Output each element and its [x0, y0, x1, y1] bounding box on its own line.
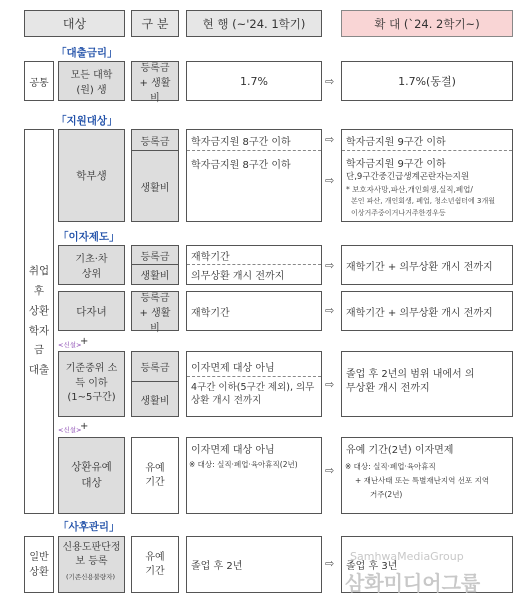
undergrad-expanded-detail3: 이상거주중이거나거주한경우등 [351, 209, 446, 217]
undergrad-target-label: 학부생 [76, 170, 107, 182]
undergrad-tuition [131, 129, 179, 151]
basic-living-label: 생활비 [140, 271, 170, 282]
middle-income-current-tuition: 이자면제 대상 아님 [191, 363, 275, 374]
arrow-icon: ⇨ [325, 133, 335, 146]
undergrad-current-tuition: 학자금지원 8구간 이하 [191, 137, 291, 148]
undergrad-expanded-divider [342, 150, 512, 151]
basic-living [131, 264, 179, 285]
middle-income-expanded-value: 졸업 후 2년의 범위 내에서 의무상환 개시 전까지 [346, 369, 475, 394]
multichild-current-value: 재학기간 [191, 308, 230, 319]
undergrad-expanded-tuition: 학자금지원 9구간 이하 [346, 137, 446, 148]
undergrad-living [131, 150, 179, 222]
common-expanded [341, 61, 513, 101]
arrow-icon: ⇨ [325, 304, 335, 317]
undergrad-expanded-detail2: 본인 파산, 개인회생, 폐업, 청소년쉼터에 3개월 [351, 197, 495, 205]
undergrad-living-label: 생활비 [140, 182, 170, 194]
common-expanded-value: 1.7%(동결) [398, 75, 456, 88]
undergrad-expanded-living: 학자금지원 9구간 이하 [346, 159, 446, 170]
deferral-expanded-note2: + 재난사태 또는 특별재난지역 선포 지역 [355, 476, 490, 485]
middle-income-living [131, 381, 179, 417]
multichild-target-label: 다자녀 [76, 305, 107, 318]
middle-income-current-divider [187, 376, 321, 377]
general-group-label: 일반 상환 [29, 551, 49, 578]
header-target [24, 10, 125, 37]
deferral-current-value: 이자면제 대상 아님 [191, 445, 275, 456]
multichild-category-label: 등록금 + 생활비 [139, 292, 171, 334]
middle-income-current-living: 4구간 이하(5구간 제외), 의무상환 개시 전까지 [191, 382, 315, 407]
common-category [131, 61, 179, 104]
general-group [24, 536, 54, 593]
arrow-icon: ⇨ [325, 259, 335, 272]
header-expanded-label: 확 대 (`24. 2학기~) [374, 16, 480, 31]
undergrad-tuition-label: 등록금 [140, 136, 170, 148]
basic-current-divider [187, 264, 321, 265]
general-target-label: 신용도판단정보 등록 [62, 542, 121, 567]
common-target-label: 모든 대학(원) 생 [70, 70, 113, 96]
side-label-repay-loan [24, 129, 54, 514]
new-tag-middle-income: <신설> [58, 341, 82, 349]
deferral-expanded-value: 유예 기간(2년) 이자면제 [346, 445, 454, 456]
basic-target [58, 245, 125, 285]
header-category [131, 10, 179, 37]
common-group-label: 공통 [29, 77, 49, 89]
basic-tuition-label: 등록금 [140, 251, 170, 263]
middle-income-target-label: 기준중위 소득 이하 (1~5구간) [65, 363, 118, 404]
basic-current-tuition: 재학기간 [191, 252, 230, 263]
deferral-expanded-note1: ※ 대상: 실직·폐업·육아휴직 [345, 462, 436, 471]
header-current [186, 10, 322, 37]
general-category-label: 유예 기간 [145, 551, 165, 577]
deferral-expanded-note3: 거주(2년) [370, 490, 403, 499]
basic-current-living: 의무상환 개시 전까지 [191, 271, 285, 282]
middle-income-living-label: 생활비 [140, 395, 170, 407]
header-current-label: 현 행 (~'24. 1학기) [202, 16, 306, 31]
common-current [186, 61, 322, 101]
common-group [24, 61, 54, 101]
header-expanded [341, 10, 513, 37]
side-label-text: 취업 후 상환 학자금 대출 [28, 264, 50, 377]
deferral-category-label: 유예 기간 [145, 462, 165, 488]
undergrad-expanded-note: 단,9구간중긴급생계곤란자는지원 [346, 172, 470, 182]
deferral-category [131, 437, 179, 514]
arrow-icon: ⇨ [325, 378, 335, 391]
plus-sign: + [80, 421, 89, 432]
middle-income-tuition [131, 351, 179, 382]
common-current-value: 1.7% [240, 74, 268, 88]
header-category-label: 구 분 [141, 17, 169, 31]
section-interest-system: 「이자제도」 [58, 231, 120, 243]
multichild-target [58, 291, 125, 331]
undergrad-expanded-detail1: * 보호자사망,파산,개인회생,실직,폐업/ [346, 185, 473, 194]
plus-sign: + [80, 336, 89, 347]
multichild-category [131, 291, 179, 334]
common-category-label: 등록금 + 생활비 [139, 62, 171, 104]
arrow-icon: ⇨ [325, 557, 335, 570]
arrow-icon: ⇨ [325, 174, 335, 187]
header-target-label: 대상 [62, 17, 87, 31]
general-current-value: 졸업 후 2년 [191, 561, 243, 572]
multichild-expanded-value: 재학기간 + 의무상환 개시 전까지 [346, 308, 493, 319]
middle-income-tuition-label: 등록금 [140, 363, 170, 374]
watermark-latin: SamhwaMediaGroup [350, 550, 464, 563]
deferral-target [58, 437, 125, 514]
undergrad-target [58, 129, 125, 222]
common-target [58, 61, 125, 101]
general-target-note: (기존신용불량자) [66, 573, 116, 581]
basic-tuition [131, 245, 179, 265]
arrow-icon: ⇨ [325, 75, 335, 88]
undergrad-current-living: 학자금지원 8구간 이하 [191, 160, 291, 171]
general-category [131, 536, 179, 593]
section-support-target: 「지원대상」 [56, 115, 118, 127]
middle-income-target [58, 351, 125, 417]
watermark-korean: 삼화미디어그룹 [345, 571, 481, 595]
basic-target-label: 기초·차상위 [75, 254, 108, 280]
section-post-management: 「사후관리」 [58, 521, 120, 533]
deferral-target-label: 상환유예 대상 [71, 461, 112, 489]
general-expanded-value: 졸업 후 3년 [346, 561, 398, 572]
basic-expanded-value: 재학기간 + 의무상환 개시 전까지 [346, 262, 493, 273]
undergrad-current-divider [187, 150, 321, 151]
arrow-icon: ⇨ [325, 464, 335, 477]
section-loan-rate: 「대출금리」 [56, 47, 118, 59]
new-tag-deferral: <신설> [58, 426, 82, 434]
deferral-current-note: ※ 대상: 실직·폐업·육아휴직(2년) [189, 460, 298, 469]
